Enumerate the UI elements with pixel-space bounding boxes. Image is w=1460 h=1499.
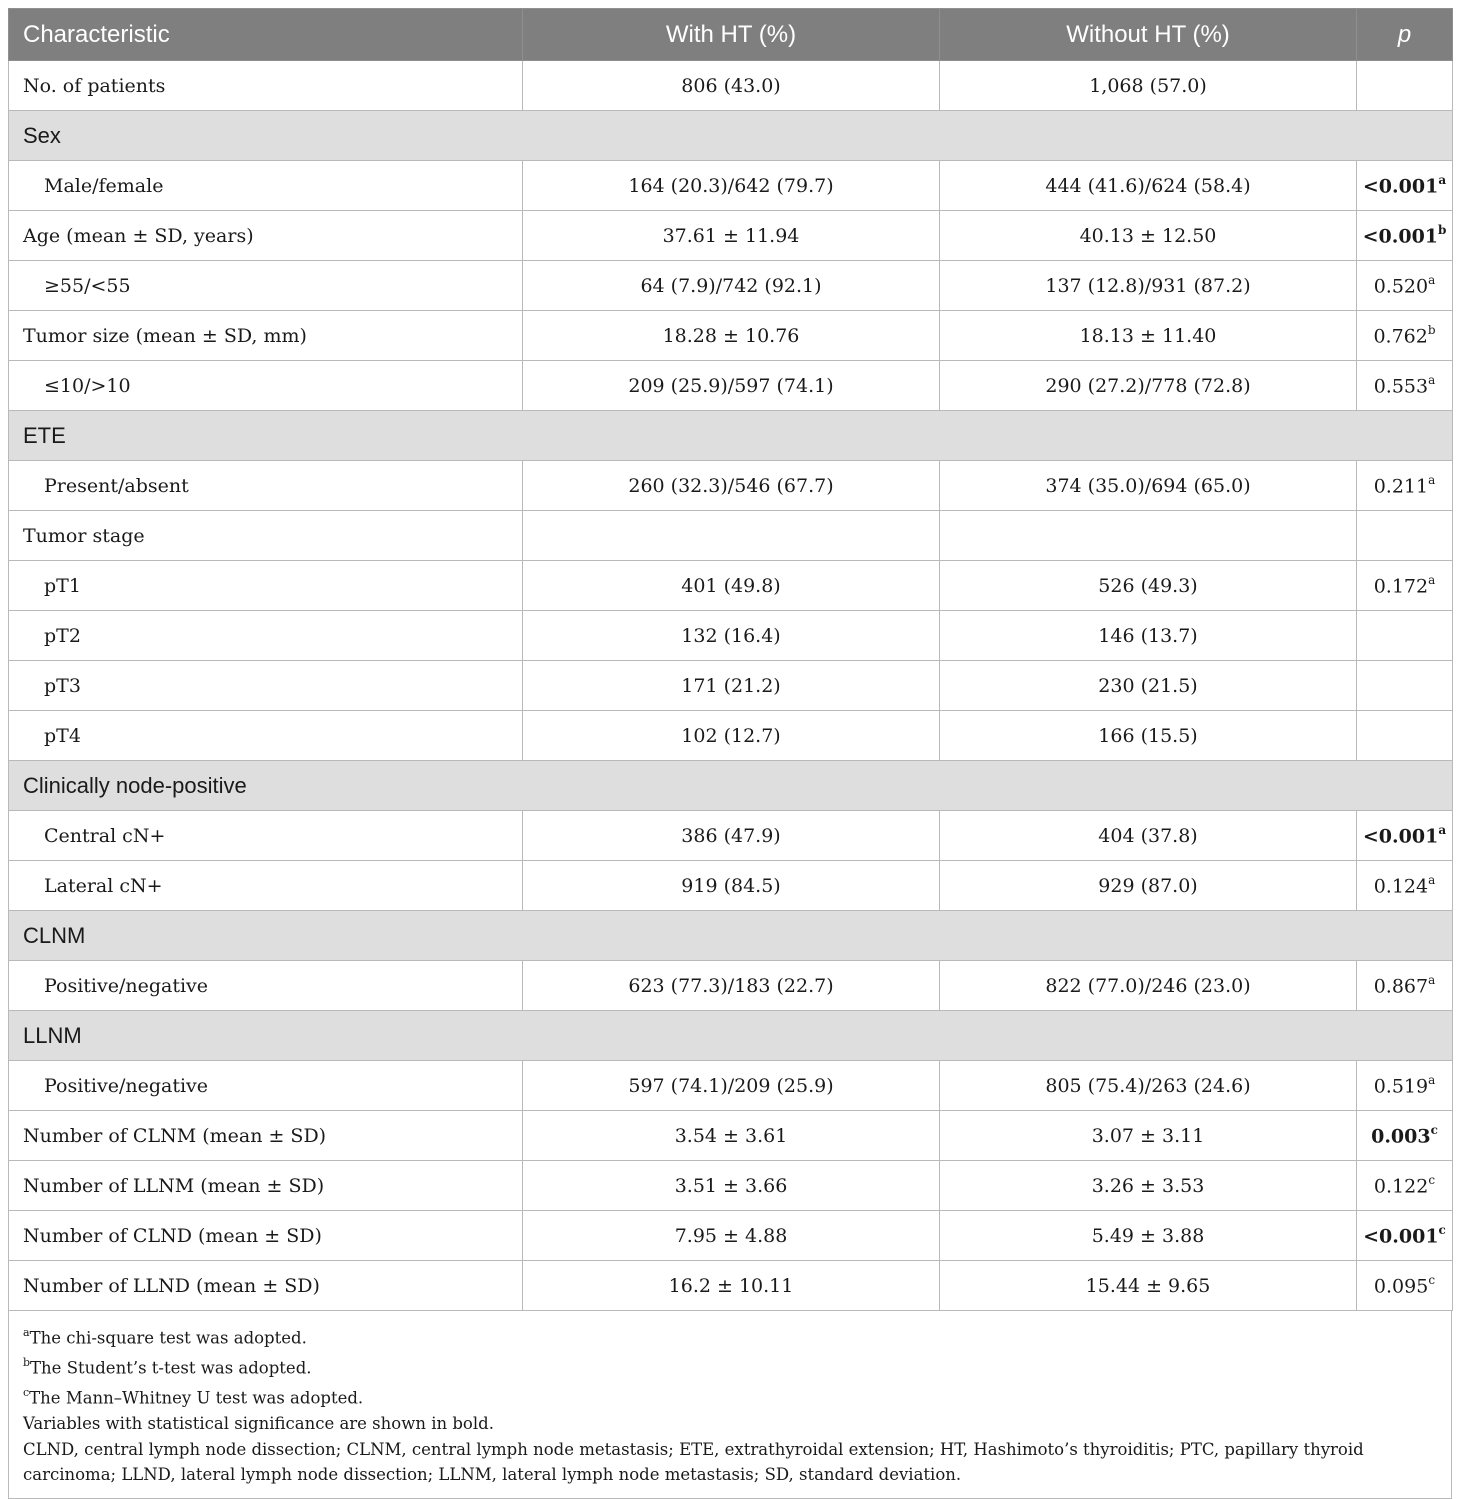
characteristics-table [8,8,1453,1311]
p-value-cell [1357,1211,1453,1261]
without-ht-value: 404 (37.8) [940,811,1357,861]
p-value: 0.003 [1371,1125,1431,1148]
table-row [9,861,1453,911]
p-value-footnote-mark: a [1438,822,1447,837]
footnote [23,1381,1437,1411]
p-value: <0.001 [1362,825,1439,848]
p-value-cell [1357,61,1453,111]
p-value-cell [1357,461,1453,511]
without-ht-value [940,511,1357,561]
footnote [23,1321,1437,1351]
table-body [9,61,1453,1311]
table-row [9,1261,1453,1311]
without-ht-value: 166 (15.5) [940,711,1357,761]
with-ht-value: 919 (84.5) [523,861,940,911]
p-value: <0.001 [1363,1225,1439,1248]
footnote-text: Variables with statistical significance are shown in bold. [23,1414,494,1433]
section-label: LLNM [9,1011,1453,1061]
footnote-mark: c [23,1386,30,1399]
header-without-ht: Without HT (%) [940,9,1357,61]
without-ht-value: 374 (35.0)/694 (65.0) [940,461,1357,511]
with-ht-value: 597 (74.1)/209 (25.9) [523,1061,940,1111]
without-ht-value: 40.13 ± 12.50 [940,211,1357,261]
with-ht-value: 386 (47.9) [523,811,940,861]
with-ht-value: 164 (20.3)/642 (79.7) [523,161,940,211]
table-row [9,1061,1453,1111]
section-row [9,111,1453,161]
p-value-cell [1357,161,1453,211]
with-ht-value: 7.95 ± 4.88 [523,1211,940,1261]
p-value-footnote-mark: b [1427,322,1436,337]
table-row [9,611,1453,661]
p-value-cell [1357,811,1453,861]
with-ht-value: 401 (49.8) [523,561,940,611]
table-row [9,811,1453,861]
p-value-footnote-mark: a [1428,972,1436,987]
with-ht-value [523,511,940,561]
row-label: Tumor stage [9,511,523,561]
row-label: Number of CLNM (mean ± SD) [9,1111,523,1161]
footnote-text: CLND, central lymph node dissection; CLNM, central lymph node metastasis; ETE, extrathyroidal extension; HT, Hashimoto’s thyroiditis; PTC, papillary thyroid carcinoma; LLND, lateral lymph node dissection; LLNM, lateral lymph node metastasis; SD, standard deviation. [23,1439,1364,1484]
p-value: 0.095 [1373,1275,1429,1298]
p-value-cell [1357,711,1453,761]
p-value-cell [1357,511,1453,561]
row-label: pT4 [9,711,523,761]
p-value-footnote-mark: b [1438,222,1447,237]
p-value-cell [1357,861,1453,911]
table-row [9,261,1453,311]
without-ht-value: 290 (27.2)/778 (72.8) [940,361,1357,411]
p-value-cell [1357,1261,1453,1311]
p-value-footnote-mark: a [1428,1072,1436,1087]
without-ht-value: 805 (75.4)/263 (24.6) [940,1061,1357,1111]
footnote-text: The Student’s t-test was adopted. [30,1358,312,1378]
section-row [9,1011,1453,1061]
p-value: 0.762 [1373,325,1428,348]
table-row [9,461,1453,511]
without-ht-value: 146 (13.7) [940,611,1357,661]
with-ht-value: 171 (21.2) [523,661,940,711]
with-ht-value: 3.54 ± 3.61 [523,1111,940,1161]
p-value-cell [1357,611,1453,661]
p-value: <0.001 [1362,225,1439,248]
p-value: 0.519 [1373,1075,1429,1098]
p-value-cell [1357,1161,1453,1211]
without-ht-value: 230 (21.5) [940,661,1357,711]
p-value: 0.867 [1373,975,1429,998]
without-ht-value: 15.44 ± 9.65 [940,1261,1357,1311]
with-ht-value: 132 (16.4) [523,611,940,661]
p-value: 0.520 [1373,275,1429,298]
table-row [9,661,1453,711]
header-characteristic: Characteristic [9,9,523,61]
table-row [9,1211,1453,1261]
p-value: <0.001 [1362,175,1439,198]
p-value-cell [1357,311,1453,361]
without-ht-value: 3.07 ± 3.11 [940,1111,1357,1161]
p-value: 0.553 [1373,375,1429,398]
row-label: pT2 [9,611,523,661]
table-row [9,1111,1453,1161]
p-value-footnote-mark: c [1430,1122,1438,1137]
row-label: Central cN+ [9,811,523,861]
row-label: No. of patients [9,61,523,111]
footnote [23,1437,1437,1488]
without-ht-value: 526 (49.3) [940,561,1357,611]
p-value-footnote-mark: a [1428,572,1436,587]
section-row [9,411,1453,461]
footnote-text: The chi-square test was adopted. [29,1328,307,1348]
footnote [23,1411,1437,1437]
p-value-cell [1357,661,1453,711]
table-footnotes [8,1311,1452,1499]
table-row [9,561,1453,611]
row-label: pT1 [9,561,523,611]
table-row [9,211,1453,261]
without-ht-value: 5.49 ± 3.88 [940,1211,1357,1261]
without-ht-value: 822 (77.0)/246 (23.0) [940,961,1357,1011]
row-label: Age (mean ± SD, years) [9,211,523,261]
with-ht-value: 209 (25.9)/597 (74.1) [523,361,940,411]
table-row [9,511,1453,561]
table-row [9,361,1453,411]
table-row [9,61,1453,111]
footnote-mark: b [23,1356,31,1369]
section-row [9,761,1453,811]
p-value-footnote-mark: a [1428,472,1436,487]
table-container [8,8,1452,1499]
p-value-cell [1357,211,1453,261]
row-label: Number of LLND (mean ± SD) [9,1261,523,1311]
without-ht-value: 3.26 ± 3.53 [940,1161,1357,1211]
header-row [9,9,1453,61]
p-value: 0.211 [1373,475,1429,498]
row-label: Tumor size (mean ± SD, mm) [9,311,523,361]
without-ht-value: 444 (41.6)/624 (58.4) [940,161,1357,211]
p-value-cell [1357,1061,1453,1111]
footnote-text: The Mann–Whitney U test was adopted. [29,1388,364,1408]
row-label: Positive/negative [9,1061,523,1111]
footnote-mark: a [23,1326,30,1339]
with-ht-value: 623 (77.3)/183 (22.7) [523,961,940,1011]
p-value-footnote-mark: a [1428,872,1436,887]
row-label: Positive/negative [9,961,523,1011]
p-value: 0.122 [1373,1175,1429,1198]
table-row [9,711,1453,761]
section-label: Sex [9,111,1453,161]
p-value-footnote-mark: c [1438,1222,1446,1237]
p-value: 0.124 [1373,875,1429,898]
table-row [9,1161,1453,1211]
p-value-footnote-mark: a [1428,372,1436,387]
table-row [9,961,1453,1011]
section-row [9,911,1453,961]
row-label: Number of CLND (mean ± SD) [9,1211,523,1261]
without-ht-value: 18.13 ± 11.40 [940,311,1357,361]
p-value-footnote-mark: c [1428,1172,1436,1187]
header-with-ht: With HT (%) [523,9,940,61]
p-value-cell [1357,561,1453,611]
with-ht-value: 806 (43.0) [523,61,940,111]
with-ht-value: 3.51 ± 3.66 [523,1161,940,1211]
row-label: Lateral cN+ [9,861,523,911]
without-ht-value: 1,068 (57.0) [940,61,1357,111]
p-value-footnote-mark: c [1428,1272,1436,1287]
with-ht-value: 16.2 ± 10.11 [523,1261,940,1311]
p-value-footnote-mark: a [1438,172,1447,187]
with-ht-value: 260 (32.3)/546 (67.7) [523,461,940,511]
row-label: Number of LLNM (mean ± SD) [9,1161,523,1211]
with-ht-value: 37.61 ± 11.94 [523,211,940,261]
header-p-value: p [1357,9,1453,61]
section-label: Clinically node-positive [9,761,1453,811]
without-ht-value: 929 (87.0) [940,861,1357,911]
row-label: pT3 [9,661,523,711]
p-value: 0.172 [1373,575,1429,598]
p-value-cell [1357,961,1453,1011]
p-value-cell [1357,261,1453,311]
without-ht-value: 137 (12.8)/931 (87.2) [940,261,1357,311]
row-label: ≤10/>10 [9,361,523,411]
section-label: ETE [9,411,1453,461]
p-value-cell [1357,361,1453,411]
p-value-footnote-mark: a [1428,272,1436,287]
with-ht-value: 18.28 ± 10.76 [523,311,940,361]
table-row [9,161,1453,211]
table-row [9,311,1453,361]
row-label: ≥55/<55 [9,261,523,311]
p-value-cell [1357,1111,1453,1161]
with-ht-value: 102 (12.7) [523,711,940,761]
row-label: Male/female [9,161,523,211]
footnote [23,1351,1437,1381]
row-label: Present/absent [9,461,523,511]
section-label: CLNM [9,911,1453,961]
with-ht-value: 64 (7.9)/742 (92.1) [523,261,940,311]
